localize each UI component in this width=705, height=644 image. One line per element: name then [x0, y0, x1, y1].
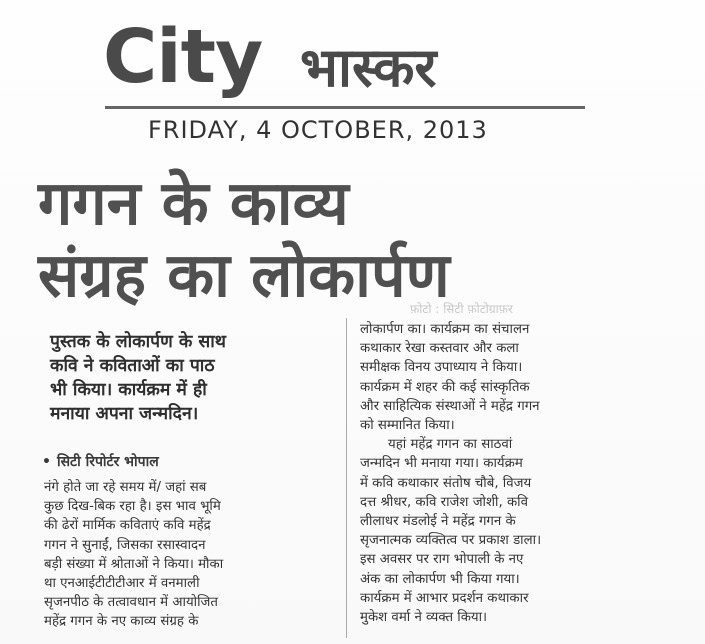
body-line: मुकेश वर्मा ने व्यक्त किया। — [360, 610, 488, 626]
body-line: कार्यक्रम में शहर की कई सांस्कृतिक — [360, 379, 530, 395]
body-line: समीक्षक विनय उपाध्याय ने किया। — [360, 360, 523, 376]
faded-bleedthrough-text: फ़ोटो : सिटी फ़ोटोग्राफ़र — [410, 302, 513, 316]
deck-line-2: कवि ने कविताओं का पाठ — [50, 356, 215, 376]
body-line: और साहित्यिक संस्थाओं ने महेंद्र गगन — [360, 398, 540, 414]
dateline: FRIDAY, 4 OCTOBER, 2013 — [148, 116, 488, 144]
body-line: नंगे होते जा रहे समय में/ जहां सब — [44, 480, 207, 495]
body-line: था एनआईटीटीटीआर में वनमाली — [44, 576, 200, 592]
body-line: यहां महेंद्र गगन का साठवां — [388, 437, 513, 453]
masthead — [0, 14, 705, 108]
masthead-divider — [105, 106, 585, 109]
body-line: जन्मदिन भी मनाया गया। कार्यक्रम — [360, 456, 523, 472]
body-line: लोकार्पण का। कार्यक्रम का संचालन — [360, 322, 530, 337]
body-line: कुछ दिख-बिक रहा है। इस भाव भूमि — [44, 499, 221, 515]
body-column-left — [44, 478, 342, 632]
byline-text: सिटी रिपोर्टर भोपाल — [56, 454, 159, 470]
headline — [38, 168, 678, 312]
body-line: इस अवसर पर राग भोपाली के नए — [360, 552, 524, 568]
body-line: में कवि कथाकार संतोष चौबे, विजय — [360, 475, 532, 491]
body-line: गगन ने सुनाईं, जिसका रसास्वादन — [44, 537, 206, 553]
masthead-bhaskar-logo: भास्कर — [300, 36, 437, 99]
byline — [42, 452, 342, 471]
masthead-city-logo: City — [103, 14, 263, 100]
deck-line-4: मनाया अपना जन्मदिन। — [50, 404, 199, 424]
body-line: महेंद्र गगन के नए काव्य संग्रह के — [44, 614, 199, 630]
column-divider — [346, 318, 347, 638]
body-line: कार्यक्रम में आभार प्रदर्शन कथाकार — [360, 590, 529, 606]
body-line: बड़ी संख्या में श्रोताओं ने किया। मौका — [44, 556, 224, 572]
body-line: सृजनात्मक व्यक्तित्व पर प्रकाश डाला। — [360, 533, 542, 549]
deck-summary — [50, 330, 340, 426]
headline-line-1: गगन के काव्य — [38, 168, 349, 239]
body-column-right — [360, 320, 678, 627]
body-line: दत्त श्रीधर, कवि राजेश जोशी, कवि — [360, 494, 528, 510]
byline-bullet: • — [42, 454, 51, 470]
body-line: को सम्मानित किया। — [360, 418, 455, 434]
body-line: अंक का लोकार्पण भी किया गया। — [360, 571, 520, 587]
headline-line-2: संग्रह का लोकार्पण — [38, 240, 450, 311]
deck-line-1: पुस्तक के लोकार्पण के साथ — [50, 332, 226, 352]
body-line: की ढेरों मार्मिक कविताएं कवि महेंद्र — [44, 518, 211, 534]
body-line: लीलाधर मंडलोई ने महेंद्र गगन के — [360, 514, 516, 530]
deck-line-3: भी किया। कार्यक्रम में ही — [50, 380, 207, 400]
body-line: सृजनपीठ के तत्वावधान में आयोजित — [44, 595, 218, 611]
body-line: कथाकार रेखा कस्तवार और कला — [360, 341, 519, 357]
